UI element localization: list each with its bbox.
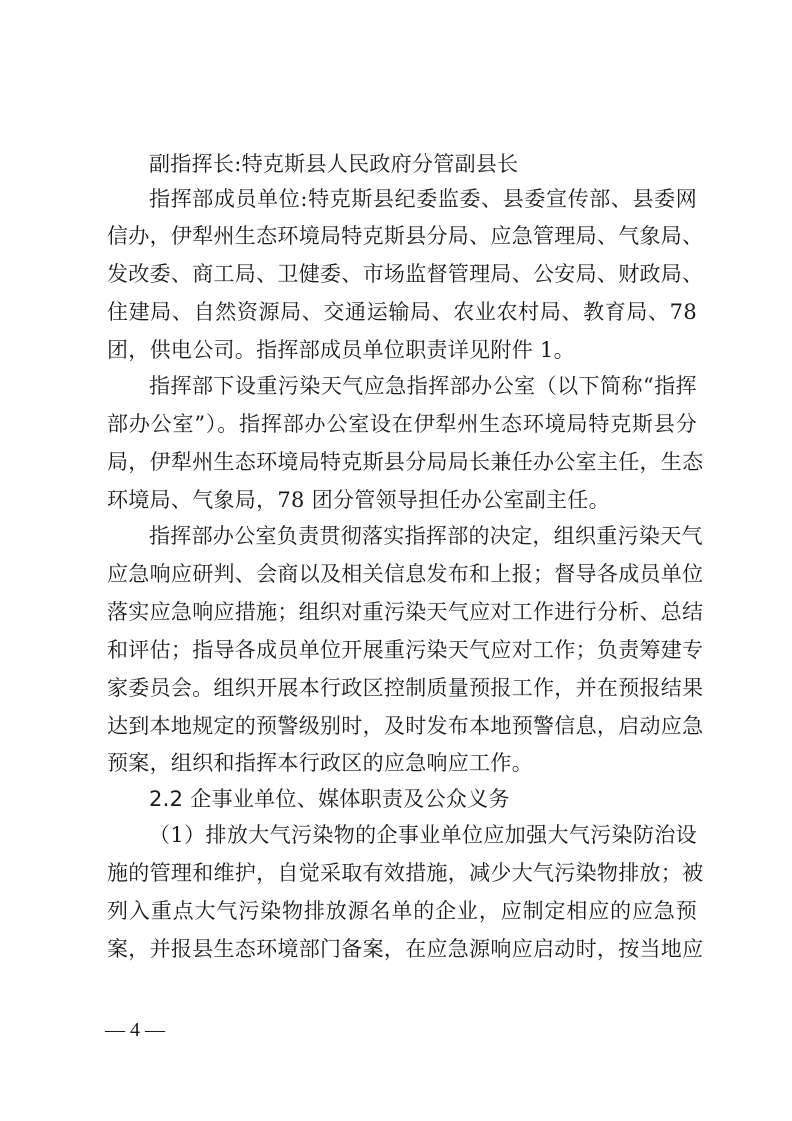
- text-line: 列入重点大气污染物排放源名单的企业，应制定相应的应急预: [107, 899, 697, 923]
- text-line: 团，供电公司。指挥部成员单位职责详见附件 1。: [107, 338, 575, 362]
- text-line: 指挥部成员单位:特克斯县纪委监委、县委宣传部、县委网: [149, 187, 697, 211]
- text-line: 局，伊犁州生态环境局特克斯县分局局长兼任办公室主任，生态: [107, 450, 704, 474]
- text-line: 应急响应研判、会商以及相关信息发布和上报；督导各成员单位: [107, 562, 704, 586]
- text-line: 预案，组织和指挥本行政区的应急响应工作。: [107, 751, 533, 775]
- text-line: 家委员会。组织开展本行政区控制质量预报工作，并在预报结果: [107, 676, 704, 700]
- text-line: （1）排放大气污染物的企事业单位应加强大气污染防治设: [149, 823, 697, 847]
- text-line: 施的管理和维护，自觉采取有效措施，减少大气污染物排放；被: [107, 861, 704, 885]
- text-line: 达到本地规定的预警级别时，及时发布本地预警信息，启动应急: [107, 714, 704, 738]
- section-heading: 2.2 企事业单位、媒体职责及公众义务: [149, 787, 510, 811]
- text-line: 部办公室”）。指挥部办公室设在伊犁州生态环境局特克斯县分: [107, 412, 697, 436]
- text-line: 落实应急响应措施；组织对重污染天气应对工作进行分析、总结: [107, 600, 704, 624]
- text-line: 指挥部下设重污染天气应急指挥部办公室（以下简称“指挥: [149, 374, 697, 398]
- text-line: 住建局、自然资源局、交通运输局、农业农村局、教育局、78: [107, 300, 697, 324]
- text-line: 和评估；指导各成员单位开展重污染天气应对工作；负责筹建专: [107, 638, 704, 662]
- text-line: 发改委、商工局、卫健委、市场监督管理局、公安局、财政局、: [107, 262, 704, 286]
- text-line: 信办，伊犁州生态环境局特克斯县分局、应急管理局、气象局、: [107, 224, 704, 248]
- text-line: 案，并报县生态环境部门备案，在应急源响应启动时，按当地应: [107, 937, 704, 961]
- text-line: 环境局、气象局，78 团分管领导担任办公室副主任。: [107, 488, 610, 512]
- text-line: 指挥部办公室负责贯彻落实指挥部的决定，组织重污染天气: [149, 524, 703, 548]
- text-line: 副指挥长:特克斯县人民政府分管副县长: [149, 152, 519, 176]
- page-number: — 4 —: [105, 1019, 165, 1041]
